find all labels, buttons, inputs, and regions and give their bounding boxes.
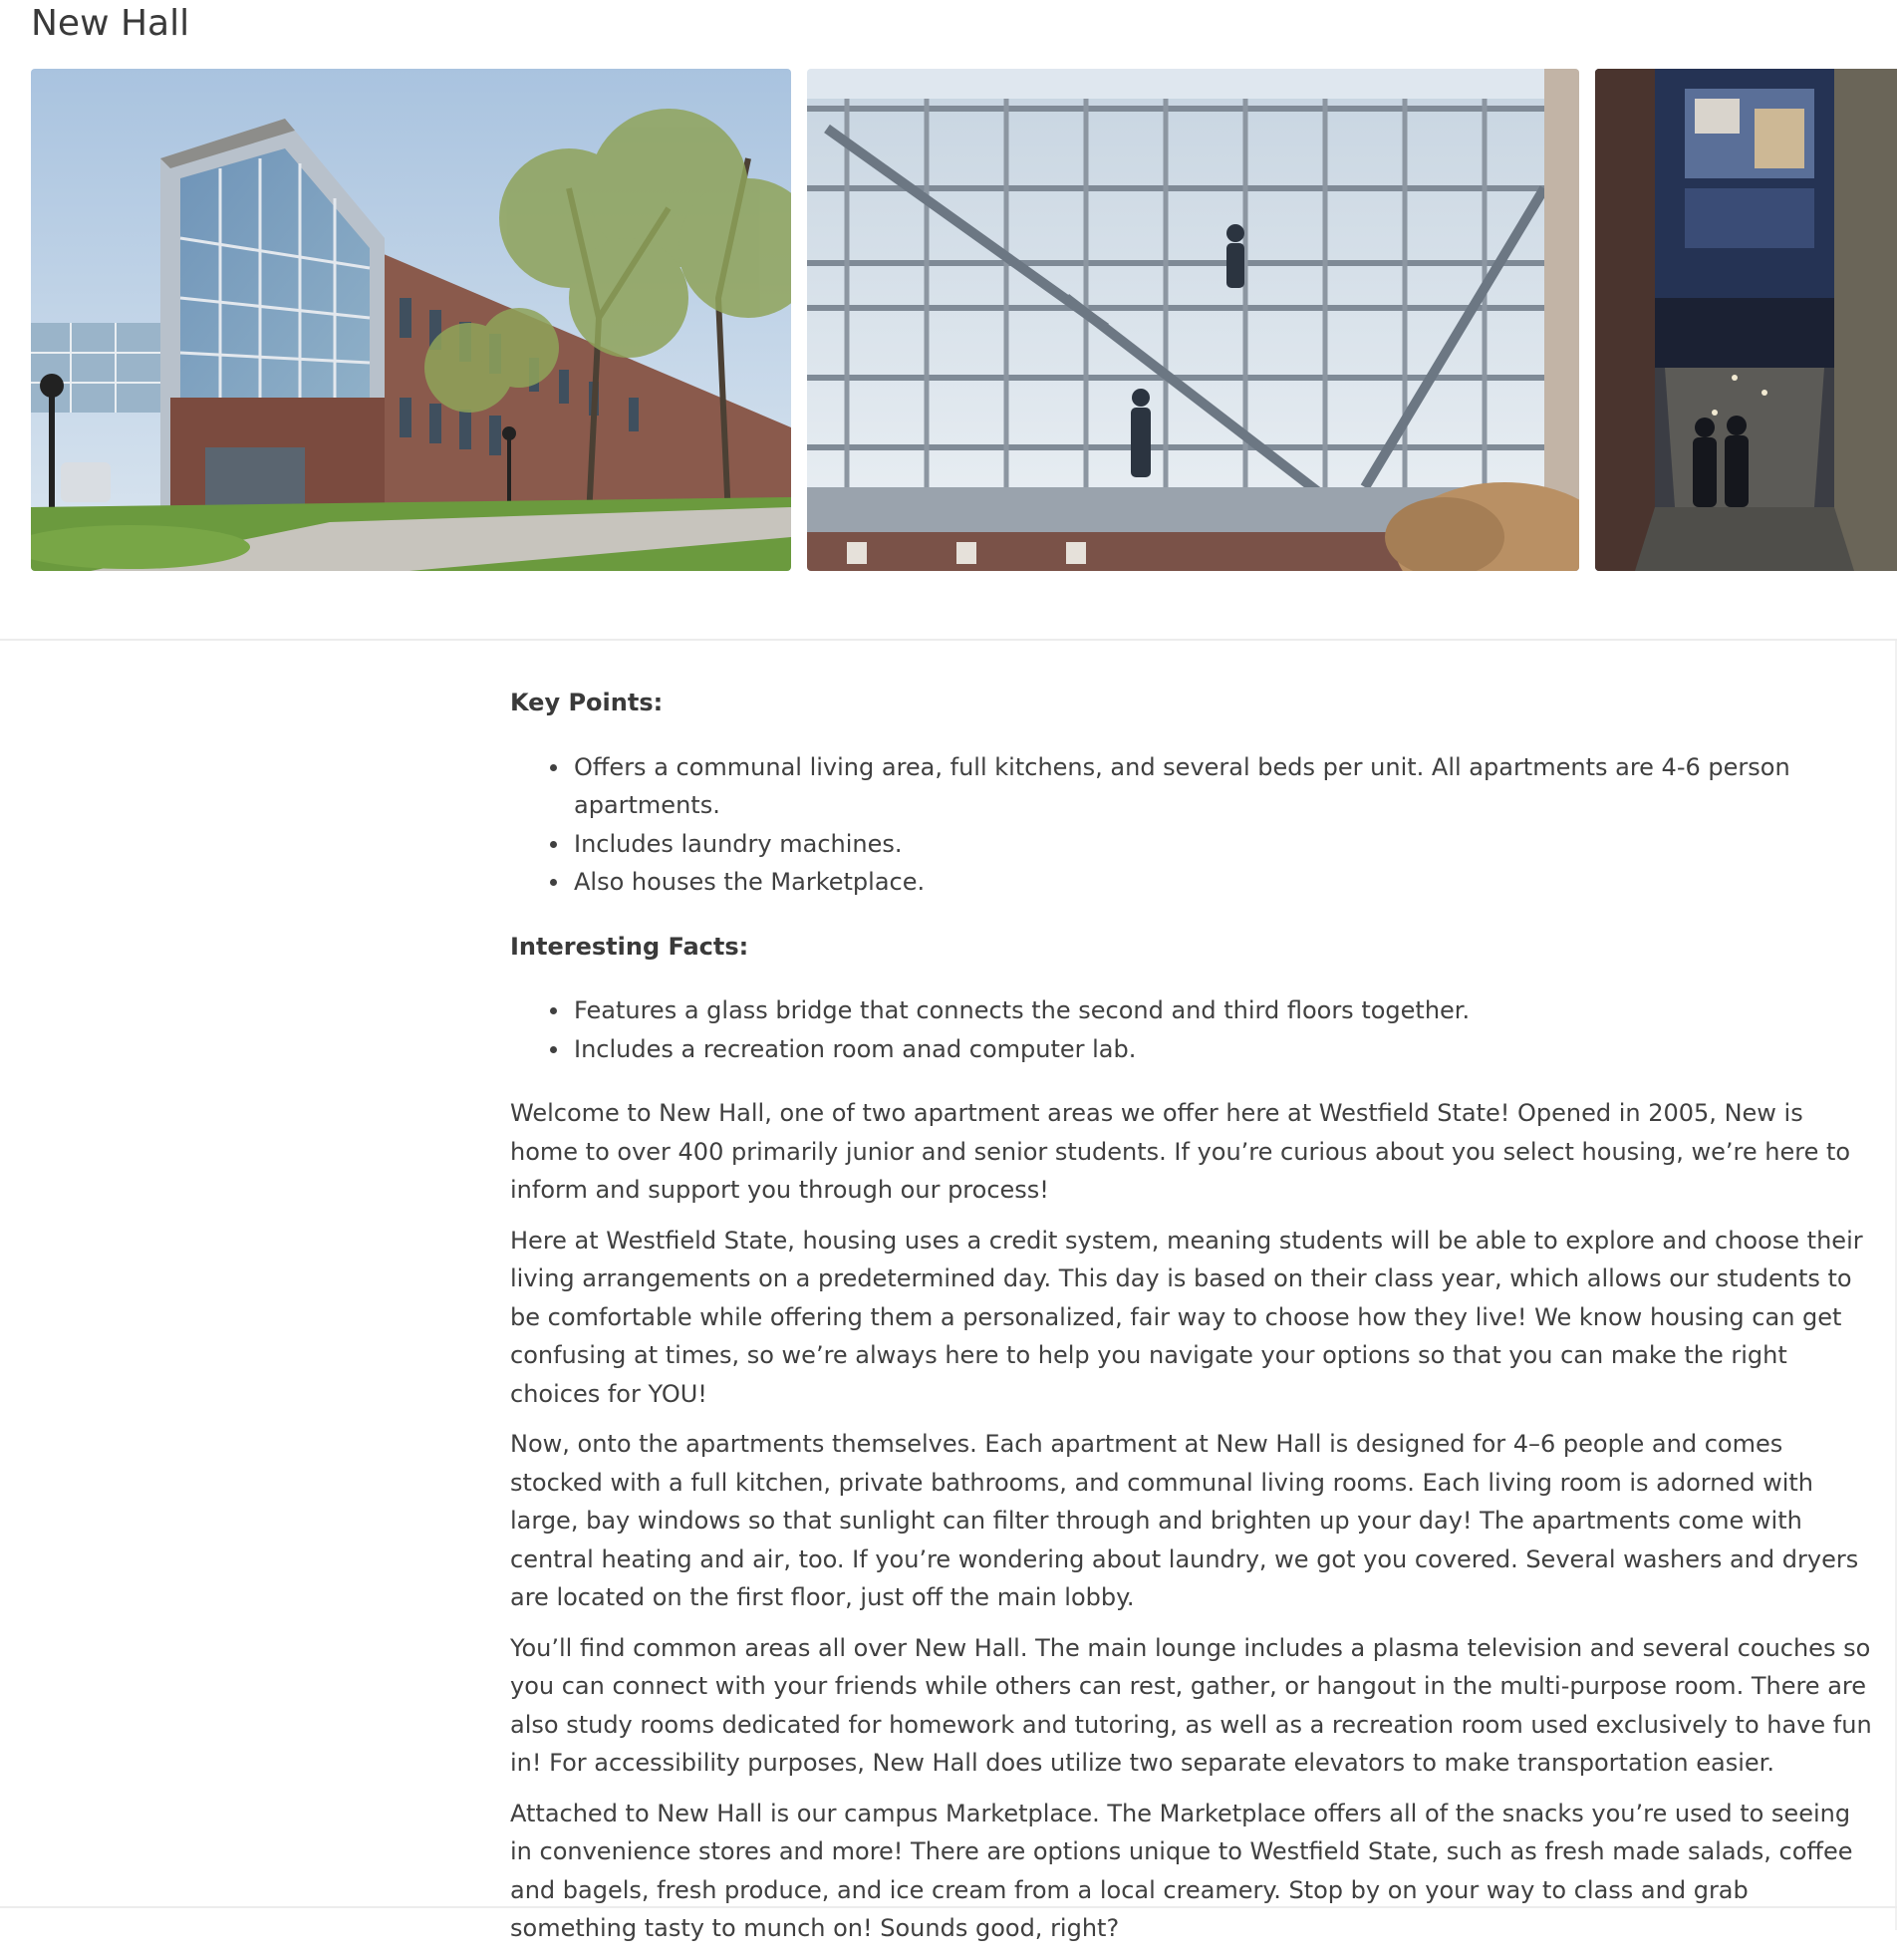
body-paragraph: Here at Westfield State, housing uses a credit system, meaning students will be able to explore and choose their living arrangements on a predetermined day. This day is based on their class year, which allows our students to be comfortable while offering them a personalized, fair way to choose how they live! We know housing can get confusing at times, so we’re always here to help you navigate your options so that you can make the right choices for YOU! xyxy=(510,1226,1863,1408)
new-hall-exterior-photo[interactable] xyxy=(31,69,791,571)
body-paragraph: You’ll find common areas all over New Hall. The main lounge includes a plasma television and several couches so you can connect with your friends while others can rest, gather, or hangout in the multi-purpose room. There are also study rooms dedicated for homework and tutoring, as well as a recreation room used exclusively to have fun in! For accessibility purposes, New Hall does utilize two separate elevators to make transportation easier. xyxy=(510,1633,1872,1777)
body-paragraph: Now, onto the apartments themselves. Each apartment at New Hall is designed for 4–6 people and comes stocked with a full kitchen, private bathrooms, and communal living rooms. Each living room is adorned with large, bay windows so that sunlight can filter through and brighten up your day! The apartments come with central heating and air, too. If you’re wondering about laundry, we got you covered. Several washers and dryers are located on the first floor, just off the main lobby. xyxy=(510,1430,1859,1611)
key-points-heading: Key Points: xyxy=(510,689,664,716)
night-walkway-photo[interactable] xyxy=(1595,69,1897,571)
body-paragraph: Attached to New Hall is our campus Marketplace. The Marketplace offers all of the snacks you’re used to seeing in convenience stores and more! There are options unique to Westfield State, such as fresh made salads, coffee and bagels, fresh produce, and ice cream from a local creamery. Stop by on your way to class and grab something tasty to munch on! Sounds good, right? xyxy=(510,1799,1853,1942)
key-points-list xyxy=(510,748,1875,902)
article-content xyxy=(510,684,1875,1960)
list-item: Features a glass bridge that connects the second and third floors together. xyxy=(574,991,1875,1030)
body-paragraph: Welcome to New Hall, one of two apartment areas we offer here at Westfield State! Opened in 2005, New is home to over 400 primarily junior and senior students. If you’re curious about you select housing, we’re here to inform and support you through our process! xyxy=(510,1099,1851,1204)
list-item: Offers a communal living area, full kitchens, and several beds per unit. All apartments are 4-6 person apartments. xyxy=(574,748,1875,825)
glass-bridge-photo[interactable] xyxy=(807,69,1579,571)
interesting-facts-heading: Interesting Facts: xyxy=(510,932,749,961)
list-item: Includes laundry machines. xyxy=(574,825,1875,864)
photo-gallery[interactable] xyxy=(0,69,1897,571)
page-title: New Hall xyxy=(31,3,190,44)
list-item: Includes a recreation room anad computer lab. xyxy=(574,1030,1875,1069)
interesting-facts-list xyxy=(510,991,1875,1068)
section-divider xyxy=(0,639,1897,641)
list-item: Also houses the Marketplace. xyxy=(574,863,1875,902)
